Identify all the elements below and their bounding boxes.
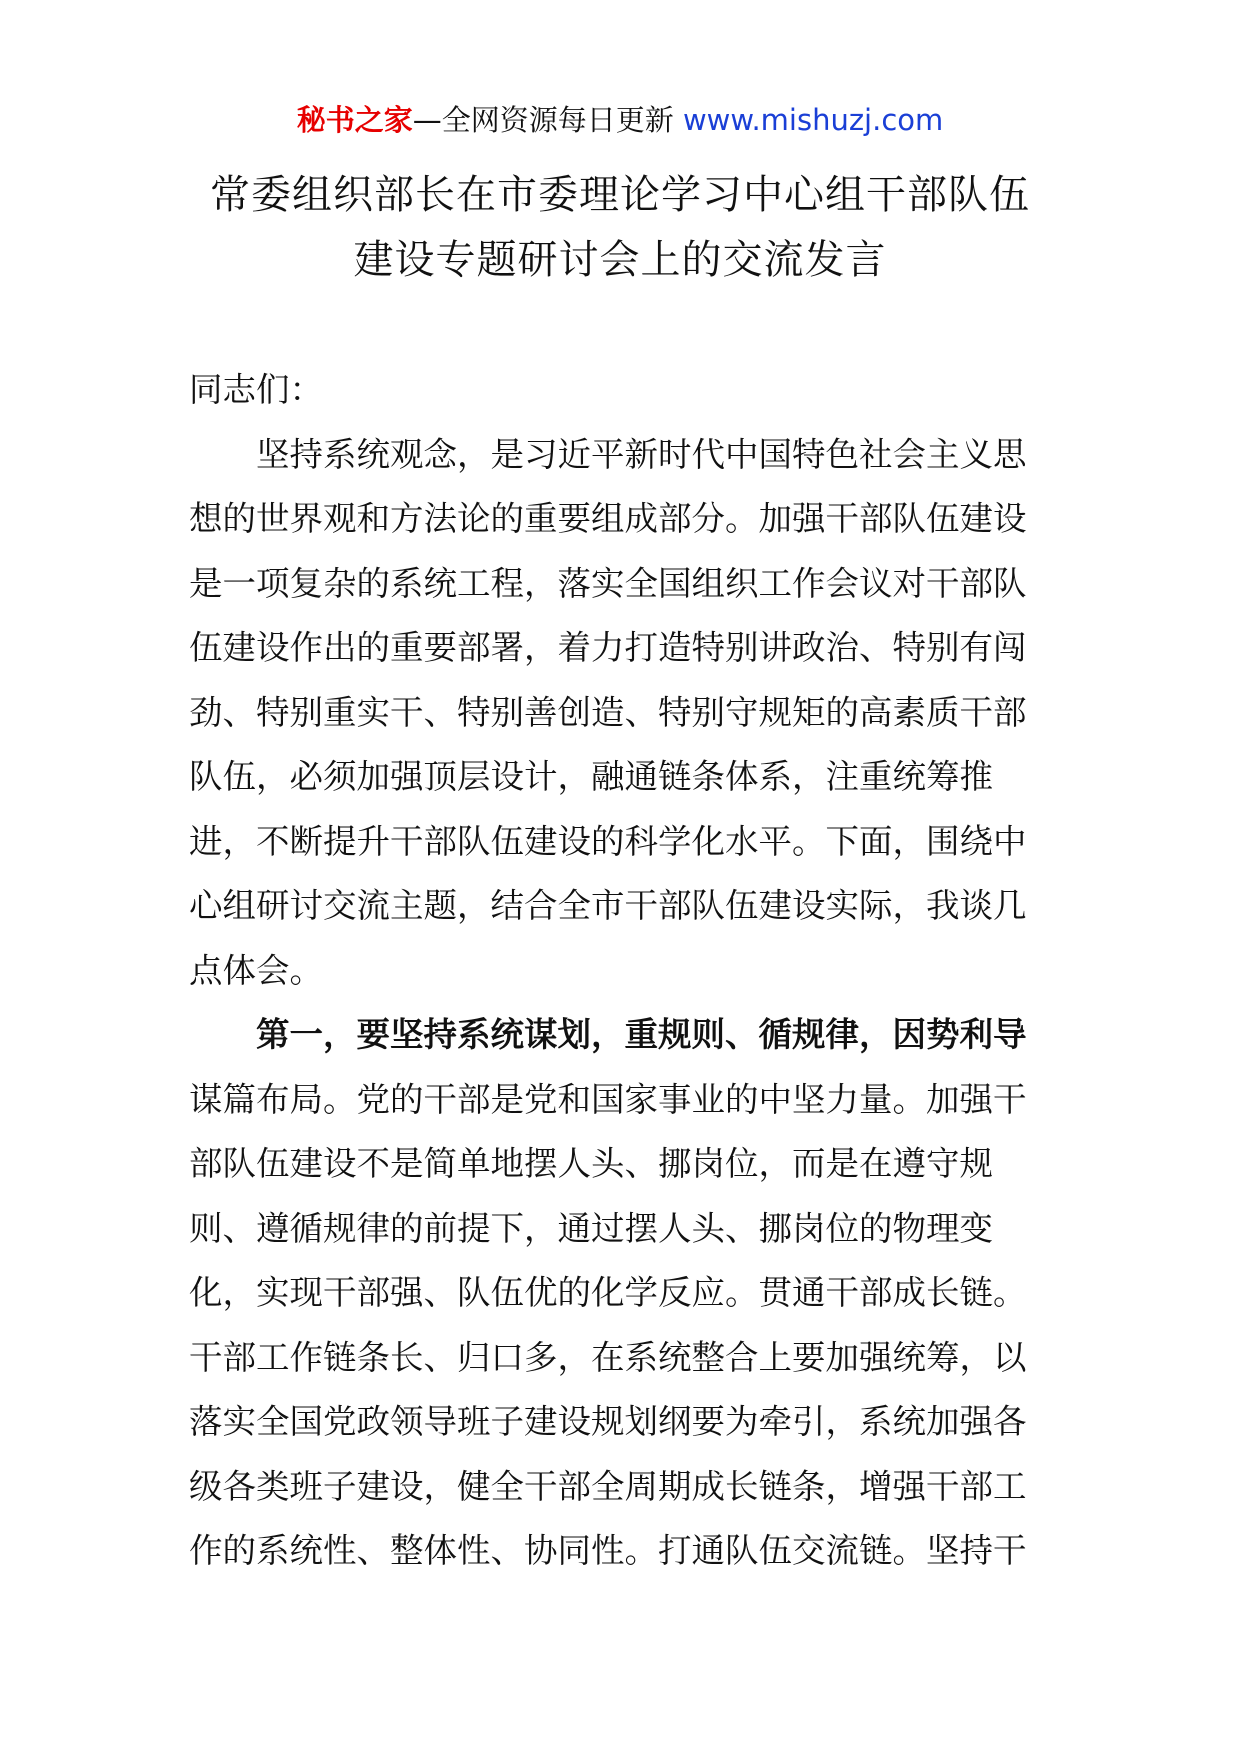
site-header — [0, 100, 1240, 140]
paragraph-1 — [189, 423, 1061, 1004]
paragraph-line: 进，不断提升干部队伍建设的科学化水平。下面，围绕中 — [189, 821, 1027, 861]
paragraph-line: 想的世界观和方法论的重要组成部分。加强干部队伍建设 — [189, 499, 1027, 538]
salutation: 同志们： — [189, 370, 323, 409]
paragraph-2 — [189, 1003, 1061, 1584]
paragraph-line: 心组研讨交流主题，结合全市干部队伍建设实际，我谈几 — [189, 886, 1027, 925]
paragraph-line: 级各类班子建设，健全干部全周期成长链条，增强干部工 — [189, 1466, 1027, 1506]
paragraph-line: 点体会。 — [189, 950, 323, 990]
site-url[interactable]: www.mishuzj.com — [682, 103, 944, 137]
paragraph-line: 作的系统性、整体性、协同性。打通队伍交流链。坚持干 — [189, 1531, 1027, 1570]
paragraph-line: 干部工作链条长、归口多，在系统整合上要加强统筹，以 — [189, 1337, 1027, 1377]
paragraph-heading-line: 第一，要坚持系统谋划，重规则、循规律，因势利导 — [256, 1015, 1027, 1054]
document-body — [189, 358, 1061, 1584]
paragraph-line: 是一项复杂的系统工程，落实全国组织工作会议对干部队 — [189, 563, 1027, 603]
paragraph-line: 化，实现干部强、队伍优的化学反应。贯通干部成长链。 — [189, 1273, 1027, 1312]
document-title — [100, 163, 1140, 293]
paragraph-line: 伍建设作出的重要部署，着力打造特别讲政治、特别有闯 — [189, 628, 1027, 667]
paragraph-line: 部队伍建设不是简单地摆人头、挪岗位，而是在遵守规 — [189, 1144, 993, 1183]
paragraph-line: 谋篇布局。党的干部是党和国家事业的中坚力量。加强干 — [189, 1079, 1027, 1119]
paragraph-line: 劲、特别重实干、特别善创造、特别守规矩的高素质干部 — [189, 692, 1027, 732]
header-tagline: —全网资源每日更新 — [412, 103, 674, 137]
paragraph-line: 则、遵循规律的前提下，通过摆人头、挪岗位的物理变 — [189, 1208, 993, 1248]
title-line-2: 建设专题研讨会上的交流发言 — [353, 237, 887, 283]
brand-name: 秘书之家 — [296, 103, 413, 137]
paragraph-line: 坚持系统观念，是习近平新时代中国特色社会主义思 — [256, 434, 1027, 474]
paragraph-line: 队伍，必须加强顶层设计，融通链条体系，注重统筹推 — [189, 757, 993, 796]
paragraph-line: 落实全国党政领导班子建设规划纲要为牵引，系统加强各 — [189, 1402, 1027, 1441]
title-line-1: 常委组织部长在市委理论学习中心组干部队伍 — [210, 172, 1030, 218]
